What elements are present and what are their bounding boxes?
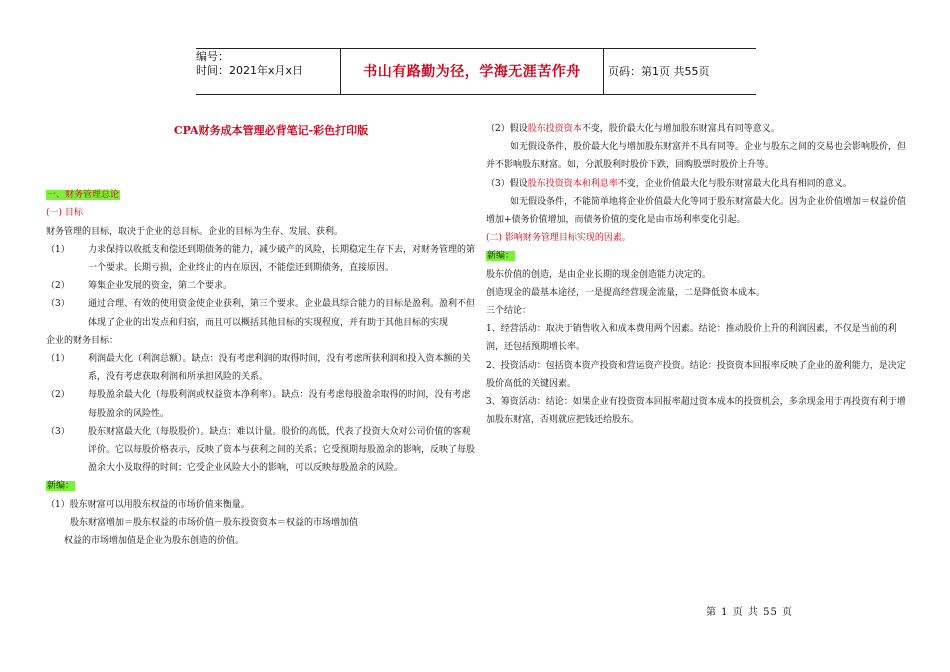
fin-goal-item: （1） 利润最大化（利润总额）。缺点：没有考虑利润的取得时间，没有考虑所获利润和投入资本额的关系，没有考虑获取利润和所承担风险的关系。 [46,354,471,383]
note-paragraph: （1）股东财富可以用股东权益的市场价值来衡量。 [46,499,250,510]
paragraph: 创造现金的最基本途径，一是提高经营现金流量，二是降低资本成本。 [486,287,766,298]
paragraph: 三个结论： [486,306,532,317]
header-page-label: 页码：第1页 共55页 [608,65,710,78]
subsection-goal: (一) 目标 [46,208,83,219]
subsection-factors: (二) 影响财务管理目标实现的因素。 [486,233,631,244]
right-column [486,120,906,429]
new-edition-tag: 新编： [47,481,75,492]
doc-number-label: 编号： [196,50,229,63]
conclusion-item: 2、投资活动：包括资本资产投资和营运资产投资。结论：投资资本回报率反映了企业的盈利能力，是决定股价高低的关键因素。 [486,360,906,389]
fin-goal-item: （3） 股东财富最大化（每股股价）。缺点：难以计量。股价的高低，代表了投资大众对公司价值的客观评价。它以每股价格表示，反映了资本与获利之间的关系；它受预期每股盈余的影响，反映了每股盈余大小及取得的时间；它受企业风险大小的影响，可以反映每股盈余的风险。 [46,426,476,474]
fin-goals-label: 企业的财务目标： [46,335,119,346]
assumption-2: （2）假设股东投资资本不变，股价最大化与增加股东财富具有同等意义。 [486,124,780,134]
assumption-3-detail: 如无假设条件，不能简单地将企业价值最大化等同于股东财富最大化。因为企业价值增加＝权益价值增加+债务价值增加，而债务价值的变化是由市场利率变化引起。 [486,196,907,226]
fin-goal-item: （2） 每股盈余最大化（每股利润或权益资本净利率）。缺点：没有考虑每股盈余取得的时间，没有考虑每股盈余的风险性。 [46,390,471,419]
section-heading-1: 一、财务管理总论 [47,190,120,201]
goal-item: （2） 筹集企业发展的资金，第二个要求。 [46,281,233,292]
left-column [46,120,476,550]
goal-item: （1） 力求保持以收抵支和偿还到期债务的能力，减少破产的风险，长期稳定生存下去，对财务管理的第一个要求。长期亏损，企业终止的内在原因，不能偿还到期债务，直接原因。 [46,244,476,274]
note-paragraph: 权益的市场增加值是企业为股东创造的价值。 [64,536,245,547]
page-footer: 第 1 页 共 55 页 [706,607,793,618]
header-motto: 书山有路勤为径，学海无涯苦作舟 [340,48,604,94]
intro-paragraph: 财务管理的目标，取决于企业的总目标。企业的目标为生存、发展、获利。 [46,226,344,237]
paragraph: 股东价值的创造，是由企业长期的现金创造能力决定的。 [486,269,712,280]
note-formula: 股东财富增加＝股东权益的市场价值－股东投资资本＝权益的市场增加值 [70,517,359,528]
assumption-3: （3）假设股东投资资本和利息率不变，企业价值最大化与股东财富最大化具有相同的意义。 [486,178,852,189]
conclusion-item: 3、筹资活动：结论：如果企业有投资资本回报率超过资本成本的投资机会，多余现金用于再投资有利于增加股东财富，否则就应把钱还给股东。 [486,397,906,426]
goal-item: （3） 通过合理、有效的使用资金使企业获利，第三个要求。企业最具综合能力的目标是盈利。盈利不但体现了企业的出发点和归宿，而且可以概括其他目标的实现程度，并有助于其他目标的实现 [46,299,476,328]
doc-title: CPA财务成本管理必背笔记-彩色打印版 [173,124,369,137]
assumption-2-detail: 如无假设条件，股价最大化与增加股东财富并不具有同等。企业与股东之间的交易也会影响股价，但并不影响股东财富。如，分派股利时股价下跌，回购股票时股价上升等。 [486,142,907,171]
conclusion-item: 1、经营活动：取决于销售收入和成本费用两个因素。结论：推动股价上升的利润因素，不仅是当前的利润，还包括预期增长率。 [486,324,897,353]
header-info [196,48,336,96]
doc-date-label: 时间：2021年x月x日 [196,64,304,77]
new-edition-tag: 新编： [487,251,515,262]
